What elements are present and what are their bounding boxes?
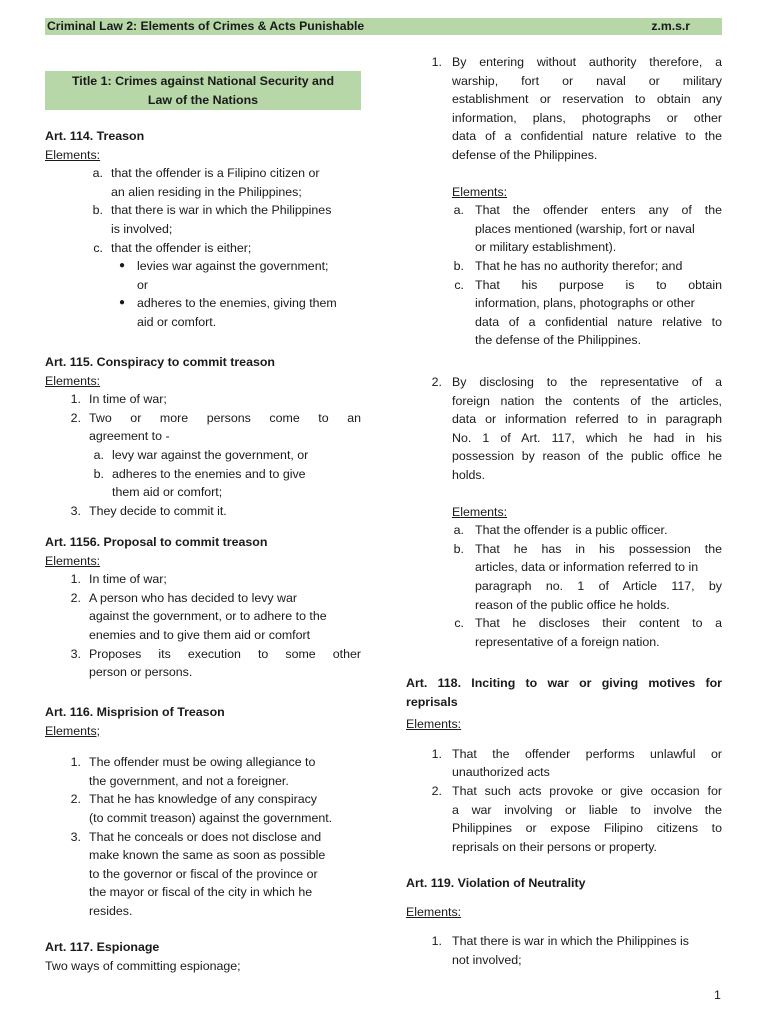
document-header (45, 18, 722, 35)
list-text: information, plans, photographs or other (452, 110, 722, 125)
list-text: defense of the Philippines. (452, 147, 598, 162)
list-text: In time of war; (89, 572, 167, 587)
article-1156 (45, 533, 361, 682)
list-item (406, 745, 722, 782)
list-item (406, 521, 722, 540)
article-heading: Art. 115. Conspiracy to commit treason (45, 355, 275, 369)
list-text: In time of war; (89, 392, 167, 407)
list-item (45, 409, 361, 446)
list-text: unauthorized acts (452, 765, 550, 780)
list-marker: 3. (70, 503, 81, 518)
list-text: That the offender performs unlawful or (452, 746, 722, 761)
list-marker: c. (93, 240, 103, 255)
list-item (45, 753, 361, 790)
article-heading: reprisals (406, 694, 458, 709)
list-text: That he discloses their content to a (475, 616, 722, 631)
elements-label: Elements: (452, 504, 508, 519)
list-text: paragraph no. 1 of Article 117, by (475, 578, 722, 593)
list-text: data or information referred to in paragraph (452, 412, 722, 427)
article-heading: Art. 119. Violation of Neutrality (406, 876, 586, 890)
list-text: agreement to - (89, 429, 170, 444)
list-text: resides. (89, 903, 133, 918)
title-line-1: Title 1: Crimes against National Security and (71, 74, 335, 88)
list-item (406, 614, 722, 651)
list-text: Proposes its execution to some other (89, 646, 361, 661)
list-text: to the governor or fiscal of the province or (89, 866, 318, 881)
list-marker: b. (453, 258, 464, 273)
list-text: That there is war in which the Philippines is (452, 934, 689, 949)
list-marker: c. (454, 277, 464, 292)
bullet-marker: ● (118, 260, 125, 272)
list-text: aid or comfort. (137, 314, 217, 329)
list-text: That he has knowledge of any conspiracy (89, 792, 317, 807)
title-line-2: Law of the Nations (147, 93, 259, 107)
list-item (45, 645, 361, 682)
list-marker: b. (93, 466, 104, 481)
elements-label: Elements: (45, 373, 101, 388)
list-text: or (137, 277, 149, 292)
list-item (45, 201, 361, 238)
list-text: or military establishment). (475, 240, 617, 255)
list-text: A person who has decided to levy war (89, 590, 298, 605)
header-author: z.m.s.r (651, 19, 690, 33)
list-text: adheres to the enemies and to give (112, 466, 306, 481)
list-item (45, 390, 361, 409)
article-116 (45, 703, 361, 921)
list-text: the mayor or fiscal of the city in which he (89, 885, 313, 900)
bullet-marker: ● (118, 297, 125, 309)
list-text: a war involving or liable to involve the (452, 802, 722, 817)
list-text: (to commit treason) against the government. (89, 810, 333, 825)
list-text: Two or more persons come to an (89, 410, 361, 425)
list-marker: a. (453, 523, 464, 538)
list-marker: 2. (70, 410, 81, 425)
elements-label: Elements; (45, 723, 101, 738)
article-heading: Art. 116. Misprision of Treason (45, 705, 225, 719)
list-item (406, 373, 722, 485)
list-text: Philippines or expose Filipino citizens to (452, 821, 722, 836)
list-text: make known the same as soon as possible (89, 848, 326, 863)
list-marker: a. (93, 447, 104, 462)
list-marker: 1. (431, 55, 442, 69)
list-text: That the offender enters any of the (475, 203, 722, 218)
article-heading: Art. 118. Inciting to war or giving motives for (406, 676, 722, 690)
list-marker: 2. (70, 590, 81, 605)
list-marker: b. (453, 541, 464, 556)
list-text: levy war against the government, or (112, 447, 309, 462)
list-text: adheres to the enemies, giving them (137, 296, 337, 311)
article-heading: Art. 1156. Proposal to commit treason (45, 535, 268, 549)
list-item (406, 201, 722, 257)
elements-label: Elements: (406, 717, 462, 732)
article-118 (406, 674, 722, 856)
list-text: The offender must be owing allegiance to (89, 755, 316, 770)
elements-label: Elements: (406, 904, 462, 919)
espionage-way-1 (406, 53, 722, 350)
article-115 (45, 353, 361, 520)
list-text: levies war against the government; (137, 259, 329, 274)
list-text: They decide to commit it. (89, 503, 227, 518)
list-text: reason of the public office he holds. (475, 597, 670, 612)
list-marker: b. (92, 203, 103, 218)
list-item (406, 932, 722, 969)
list-text: No. 1 of Art. 117, which he had in his (452, 430, 722, 445)
list-text: against the government, or to adhere to the (89, 609, 327, 624)
list-item (406, 257, 722, 276)
list-text: that there is war in which the Philippines (111, 203, 332, 218)
espionage-way-2 (406, 373, 722, 651)
bullet-item (45, 294, 361, 331)
list-text: enemies and to give them aid or comfort (89, 627, 311, 642)
list-item (406, 540, 722, 614)
list-marker: 3. (70, 646, 81, 661)
list-marker: c. (454, 616, 464, 631)
list-text: data of a confidential nature relative to (475, 314, 722, 329)
page-number: 1 (714, 988, 721, 1002)
list-item (45, 164, 361, 201)
list-text: establishment or reservation to obtain any (452, 92, 722, 107)
list-marker: 1. (70, 392, 81, 407)
list-text: is involved; (111, 221, 173, 236)
list-item (45, 828, 361, 921)
list-text: places mentioned (warship, fort or naval (475, 221, 695, 236)
list-text: the defense of the Philippines. (475, 333, 642, 348)
list-text: the government, and not a foreigner. (89, 773, 289, 788)
list-marker: 1. (431, 934, 442, 949)
list-text: That he has no authority therefor; and (475, 258, 683, 273)
list-marker: 3. (70, 829, 81, 844)
list-text: person or persons. (89, 665, 193, 680)
bullet-item (45, 257, 361, 294)
list-marker: a. (453, 203, 464, 218)
list-text: that the offender is a Filipino citizen or (111, 166, 320, 181)
list-item (45, 570, 361, 589)
list-item (406, 782, 722, 856)
list-marker: 1. (70, 572, 81, 587)
list-text: That such acts provoke or give occasion for (452, 783, 722, 798)
list-text: That the offender is a public officer. (475, 523, 668, 538)
article-117 (45, 938, 361, 975)
list-text: holds. (452, 467, 486, 482)
article-114 (45, 127, 361, 332)
title-section-box (45, 71, 361, 110)
elements-label: Elements: (45, 147, 101, 162)
list-marker: 2. (431, 783, 442, 798)
article-heading: Art. 117. Espionage (45, 940, 160, 954)
list-text: representative of a foreign nation. (475, 634, 660, 649)
list-text: That he has in his possession the (475, 541, 722, 556)
article-heading: Art. 114. Treason (45, 129, 145, 143)
list-text: foreign nation the contents of the articles, (452, 393, 722, 408)
list-text: That his purpose is to obtain (475, 277, 722, 292)
list-text: articles, data or information referred to in (475, 560, 699, 575)
list-text: an alien residing in the Philippines; (111, 184, 302, 199)
list-text: reprisals on their persons or property. (452, 839, 657, 854)
list-item (45, 589, 361, 645)
article-intro: Two ways of committing espionage; (45, 958, 241, 973)
list-text: not involved; (452, 952, 522, 967)
list-text: By entering without authority therefore, a (452, 55, 722, 69)
list-text: warship, fort or naval or military (452, 73, 722, 88)
elements-label: Elements: (452, 184, 508, 199)
list-marker: 2. (70, 792, 81, 807)
list-text: them aid or comfort; (112, 485, 223, 500)
list-marker: 1. (70, 755, 81, 770)
list-item (45, 446, 361, 465)
list-item (406, 53, 722, 165)
list-item (406, 276, 722, 350)
list-text: information, plans, photographs or other (475, 296, 695, 311)
list-item (45, 239, 361, 258)
list-item (45, 465, 361, 502)
list-marker: 2. (431, 375, 442, 389)
list-item (45, 502, 361, 521)
header-title: Criminal Law 2: Elements of Crimes & Acts Punishable (47, 19, 365, 33)
elements-label: Elements: (45, 553, 101, 568)
list-marker: 1. (431, 746, 442, 761)
list-text: possession by reason of the public office he (452, 449, 722, 464)
list-text: By disclosing to the representative of a (452, 375, 722, 389)
list-text: data of a confidential nature relative to the (452, 129, 722, 144)
list-marker: a. (92, 166, 103, 181)
list-text: that the offender is either; (111, 240, 252, 255)
list-item (45, 790, 361, 827)
article-119 (406, 874, 722, 969)
list-text: That he conceals or does not disclose and (89, 829, 322, 844)
